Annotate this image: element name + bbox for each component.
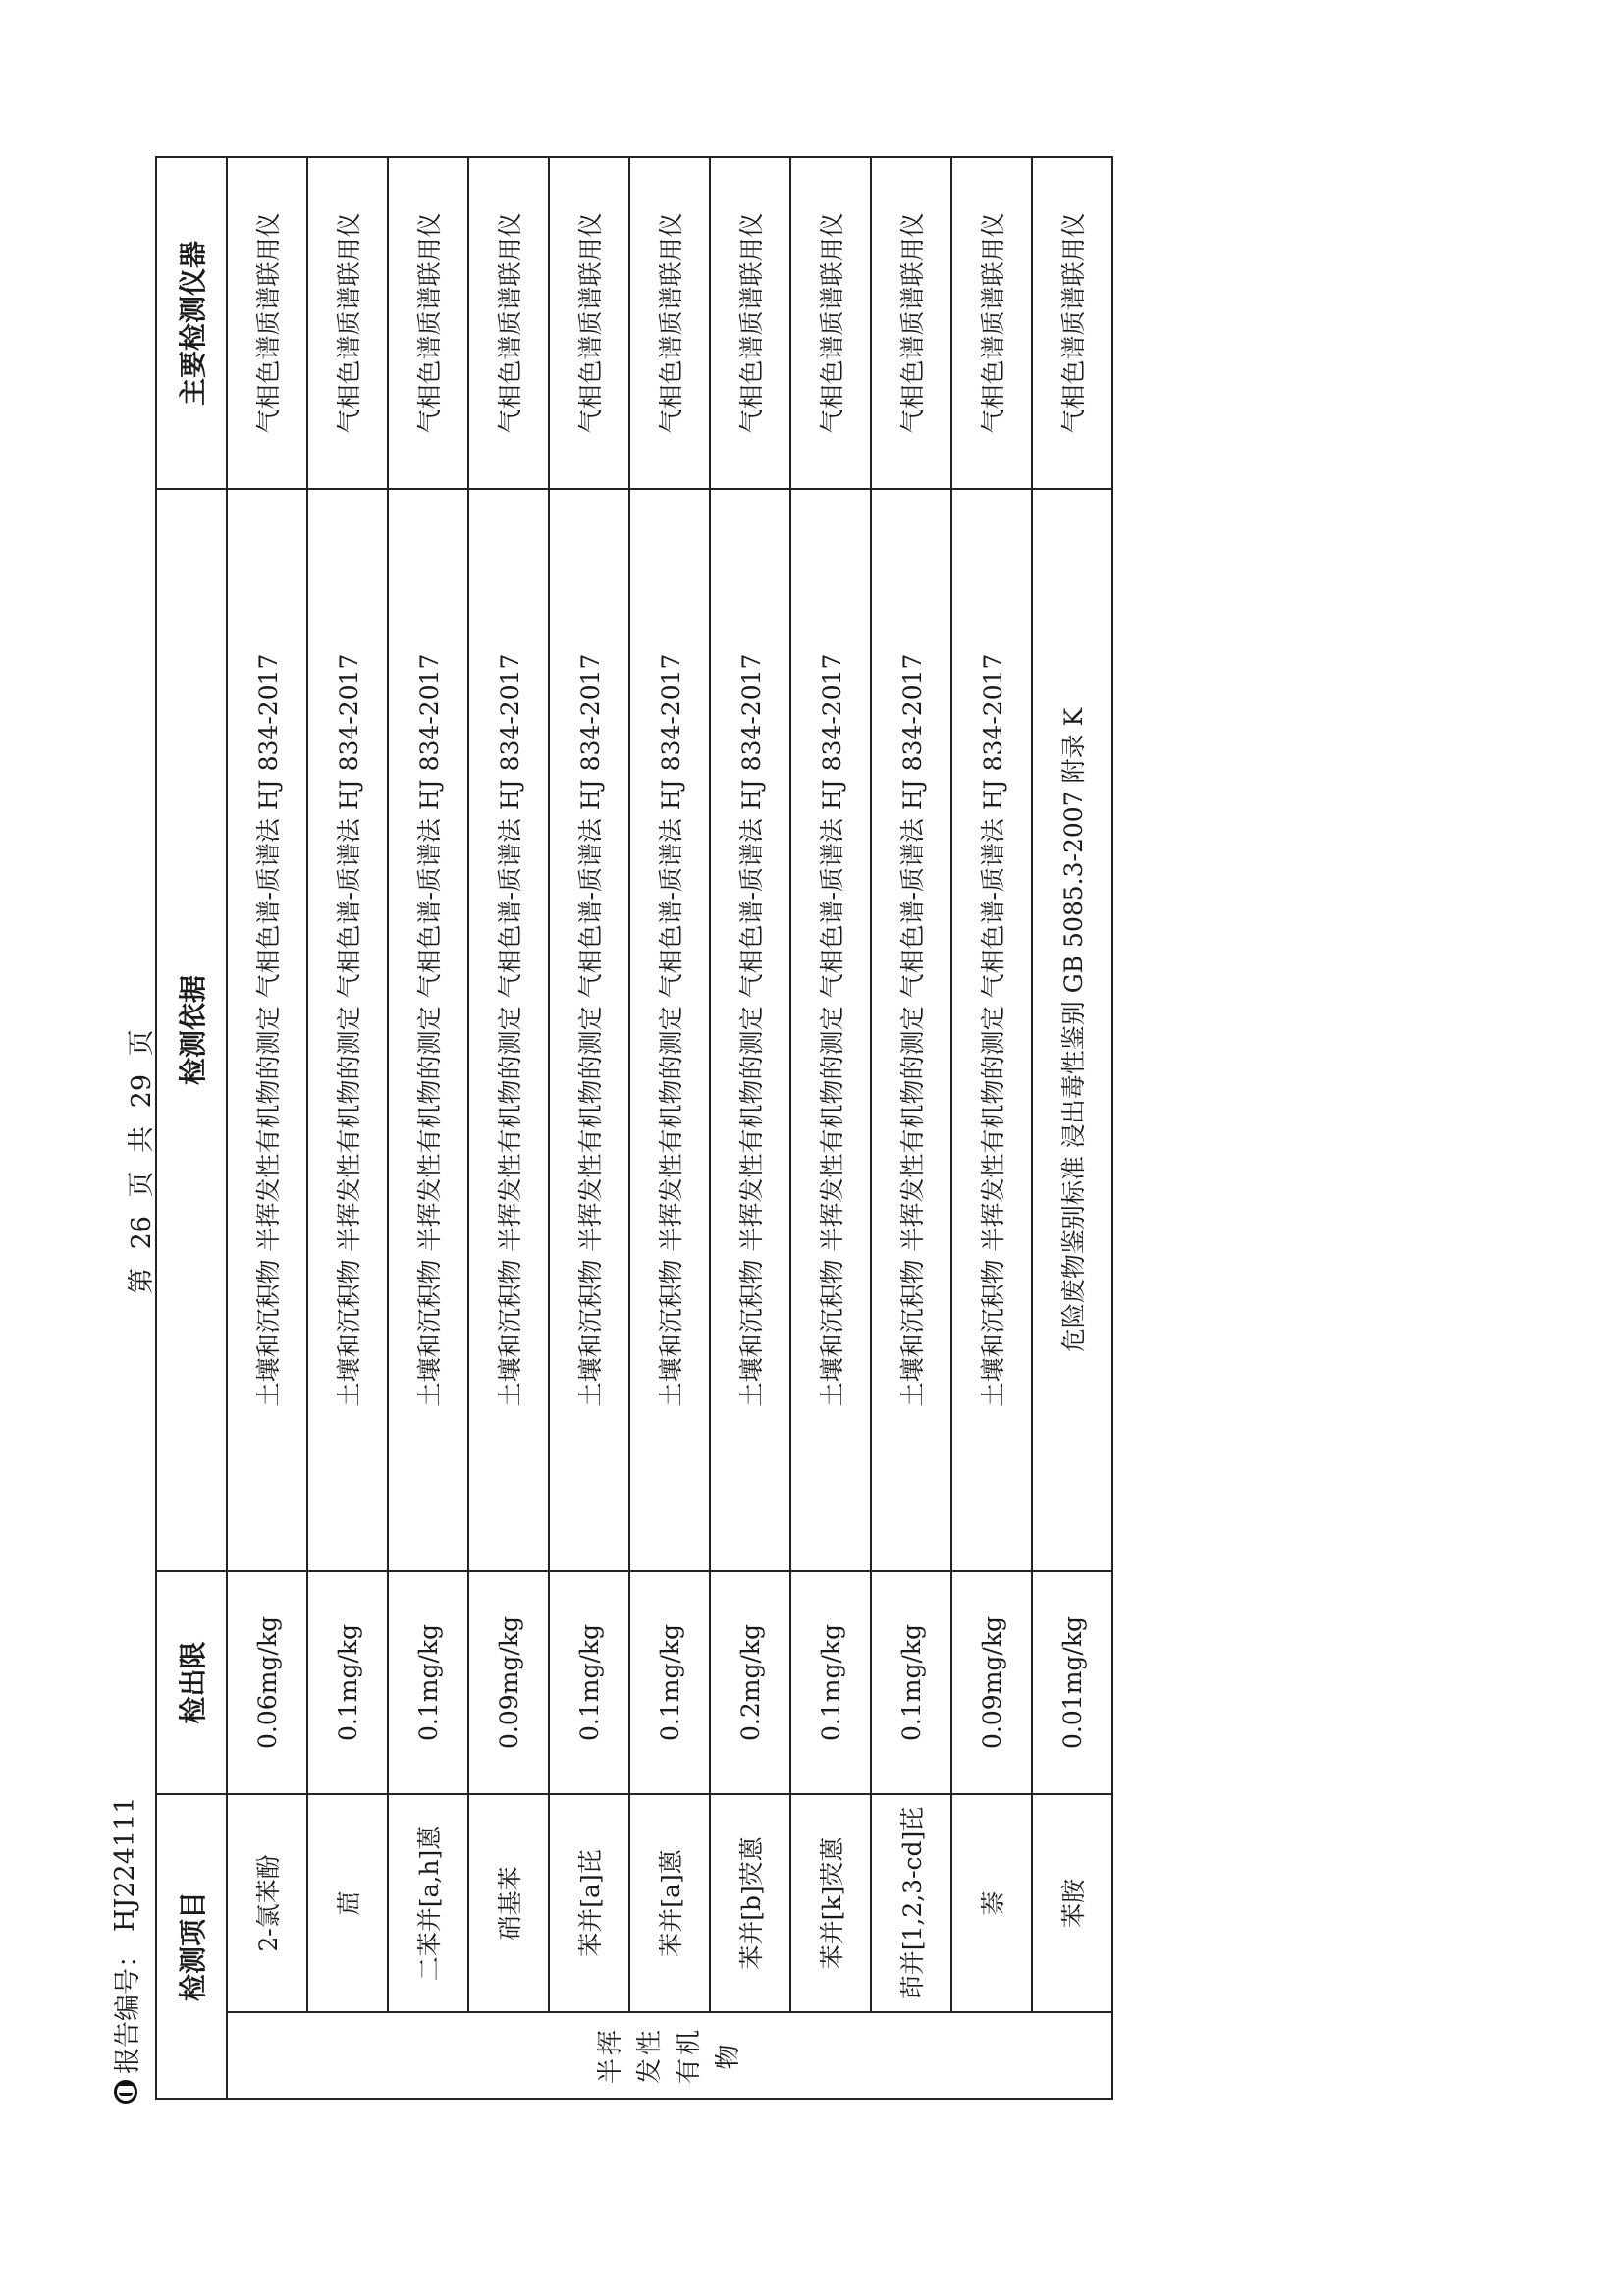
- table-row: [710, 157, 790, 2099]
- detection-limit: 0.01mg/kg: [1032, 1571, 1112, 1794]
- report-number: [106, 1797, 144, 2104]
- main-instrument: 气相色谱质谱联用仪: [468, 157, 549, 489]
- detection-limit: 0.09mg/kg: [468, 1571, 549, 1794]
- table-row: [790, 157, 871, 2099]
- report-number-value: HJ224111: [110, 1796, 140, 1932]
- detection-limit: 0.1mg/kg: [307, 1571, 388, 1794]
- main-instrument: 气相色谱质谱联用仪: [629, 157, 710, 489]
- detection-limit: 0.1mg/kg: [871, 1571, 951, 1794]
- test-item: 苯并[a]芘: [549, 1794, 629, 2012]
- test-basis: 土壤和沉积物 半挥发性有机物的测定 气相色谱-质谱法 HJ 834-2017: [951, 489, 1032, 1571]
- table-row: [549, 157, 629, 2099]
- table-header-row: [156, 157, 227, 2099]
- report-number-label: 报告编号：: [113, 1941, 143, 2074]
- test-basis: 土壤和沉积物 半挥发性有机物的测定 气相色谱-质谱法 HJ 834-2017: [468, 489, 549, 1571]
- test-basis: 土壤和沉积物 半挥发性有机物的测定 气相色谱-质谱法 HJ 834-2017: [790, 489, 871, 1571]
- company-logo-icon: [114, 2080, 137, 2104]
- test-item: 硝基苯: [468, 1794, 549, 2012]
- table-row: [388, 157, 468, 2099]
- main-instrument: 气相色谱质谱联用仪: [307, 157, 388, 489]
- table-row: [951, 157, 1032, 2099]
- table-row: [307, 157, 388, 2099]
- detection-limit: 0.2mg/kg: [710, 1571, 790, 1794]
- test-item: 䓛: [307, 1794, 388, 2012]
- header-test-item: 检测项目: [156, 1794, 227, 2099]
- test-item: 萘: [951, 1794, 1032, 2012]
- test-basis: 土壤和沉积物 半挥发性有机物的测定 气相色谱-质谱法 HJ 834-2017: [871, 489, 951, 1571]
- test-basis: 土壤和沉积物 半挥发性有机物的测定 气相色谱-质谱法 HJ 834-2017: [710, 489, 790, 1571]
- main-instrument: 气相色谱质谱联用仪: [1032, 157, 1112, 489]
- test-methods-table: [155, 156, 1113, 2100]
- test-basis: 土壤和沉积物 半挥发性有机物的测定 气相色谱-质谱法 HJ 834-2017: [549, 489, 629, 1571]
- main-instrument: 气相色谱质谱联用仪: [871, 157, 951, 489]
- test-item: 苯并[a]蒽: [629, 1794, 710, 2012]
- test-item: 二苯并[a,h]蒽: [388, 1794, 468, 2012]
- test-basis: 土壤和沉积物 半挥发性有机物的测定 气相色谱-质谱法 HJ 834-2017: [307, 489, 388, 1571]
- detection-limit: 0.1mg/kg: [790, 1571, 871, 1794]
- main-instrument: 气相色谱质谱联用仪: [549, 157, 629, 489]
- main-instrument: 气相色谱质谱联用仪: [951, 157, 1032, 489]
- header-detection-limit: 检出限: [156, 1571, 227, 1794]
- detection-limit: 0.1mg/kg: [388, 1571, 468, 1794]
- category-cell: 半挥发性有机物: [227, 2012, 1112, 2099]
- header-test-basis: 检测依据: [156, 489, 227, 1571]
- table-row: [871, 157, 951, 2099]
- table-row: [468, 157, 549, 2099]
- test-basis: 危险废物鉴别标准 浸出毒性鉴别 GB 5085.3-2007 附录 K: [1032, 489, 1112, 1571]
- detection-limit: 0.1mg/kg: [549, 1571, 629, 1794]
- test-basis: 土壤和沉积物 半挥发性有机物的测定 气相色谱-质谱法 HJ 834-2017: [388, 489, 468, 1571]
- test-basis: 土壤和沉积物 半挥发性有机物的测定 气相色谱-质谱法 HJ 834-2017: [629, 489, 710, 1571]
- test-item: 茚并[1,2,3-cd]芘: [871, 1794, 951, 2012]
- test-basis: 土壤和沉积物 半挥发性有机物的测定 气相色谱-质谱法 HJ 834-2017: [227, 489, 307, 1571]
- detection-limit: 0.06mg/kg: [227, 1571, 307, 1794]
- main-instrument: 气相色谱质谱联用仪: [388, 157, 468, 489]
- table-row: [629, 157, 710, 2099]
- main-instrument: 气相色谱质谱联用仪: [710, 157, 790, 489]
- test-item: 苯并[k]荧蒽: [790, 1794, 871, 2012]
- detection-limit: 0.1mg/kg: [629, 1571, 710, 1794]
- main-instrument: 气相色谱质谱联用仪: [790, 157, 871, 489]
- table-row: [1032, 157, 1112, 2099]
- page-number: 第 26 页 共 29 页: [127, 1029, 157, 1294]
- test-item: 2-氯苯酚: [227, 1794, 307, 2012]
- detection-limit: 0.09mg/kg: [951, 1571, 1032, 1794]
- test-item: 苯并[b]荧蒽: [710, 1794, 790, 2012]
- main-instrument: 气相色谱质谱联用仪: [227, 157, 307, 489]
- header-main-instrument: 主要检测仪器: [156, 157, 227, 489]
- table-row: [227, 157, 307, 2099]
- test-item: 苯胺: [1032, 1794, 1112, 2012]
